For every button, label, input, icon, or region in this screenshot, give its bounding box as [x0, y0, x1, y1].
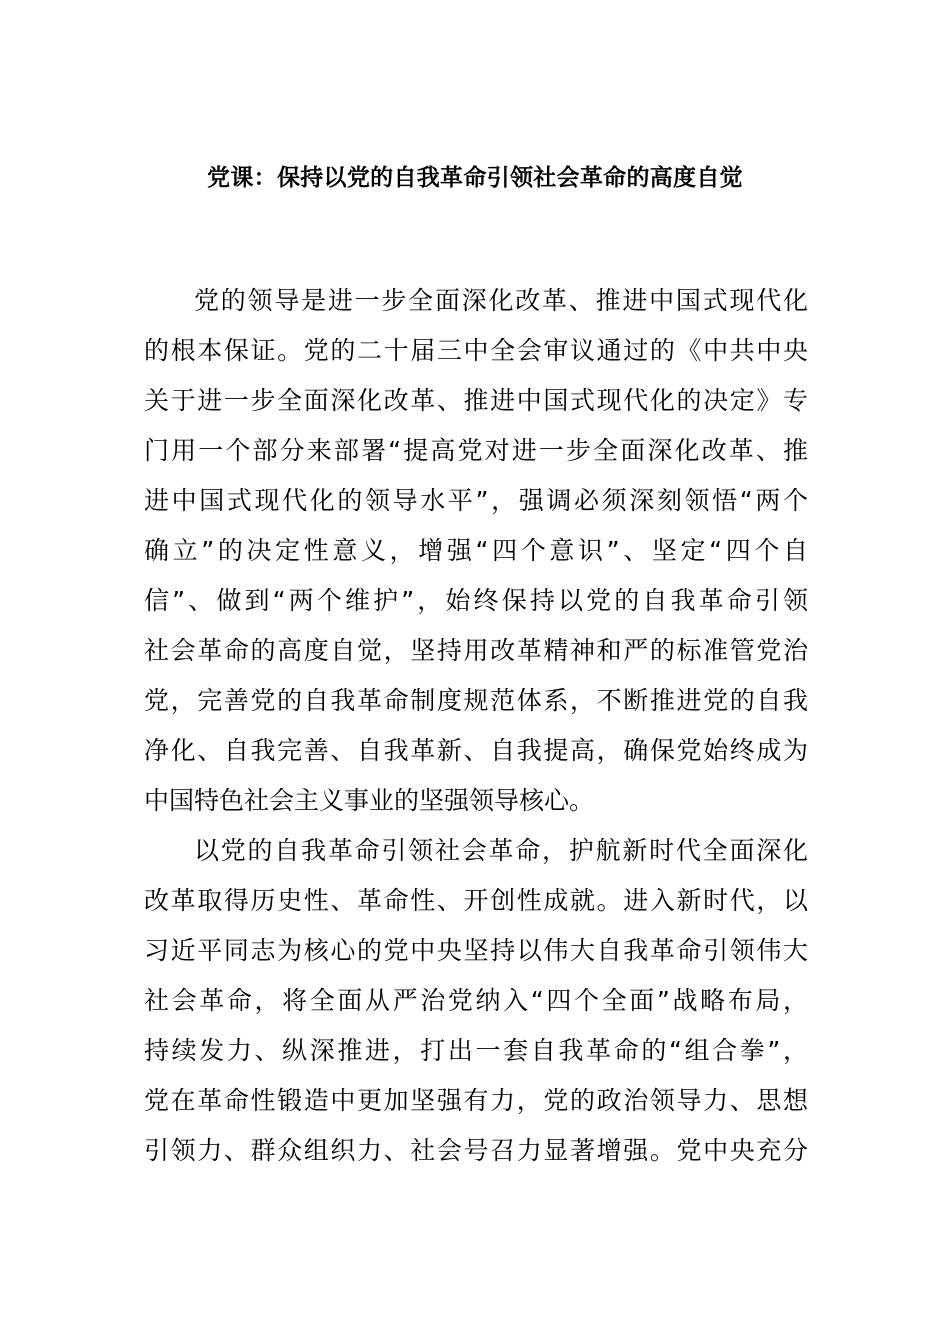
document-body	[144, 276, 808, 1176]
paragraph-2-line-3: 习近平同志为核心的党中央坚持以伟大自我革命引领伟大	[144, 936, 808, 965]
paragraph-1-line-3: 关于进一步全面深化改革、推进中国式现代化的决定》专	[144, 386, 808, 415]
paragraph-2-line-1: 以党的自我革命引领社会革命，护航新时代全面深化	[194, 836, 808, 865]
paragraph-2-line-2: 改革取得历史性、革命性、开创性成就。进入新时代，以	[144, 886, 808, 915]
document-title: 党课：保持以党的自我革命引领社会革命的高度自觉	[207, 165, 743, 191]
paragraph-1-line-7: 信”、做到“两个维护”，始终保持以党的自我革命引领	[144, 586, 808, 615]
paragraph-1-line-11: 中国特色社会主义事业的坚强领导核心。	[144, 786, 595, 815]
paragraph-1-line-5: 进中国式现代化的领导水平”，强调必须深刻领悟“两个	[144, 486, 808, 515]
paragraph-2-line-5: 持续发力、纵深推进，打出一套自我革命的“组合拳”，	[144, 1036, 808, 1065]
paragraph-1-line-2: 的根本保证。党的二十届三中全会审议通过的《中共中央	[144, 336, 808, 365]
paragraph-1-line-4: 门用一个部分来部署“提高党对进一步全面深化改革、推	[144, 436, 808, 465]
paragraph-2-line-7: 引领力、群众组织力、社会号召力显著增强。党中央充分	[144, 1136, 808, 1165]
paragraph-1-line-1: 党的领导是进一步全面深化改革、推进中国式现代化	[194, 286, 808, 315]
paragraph-1-line-6: 确立”的决定性意义，增强“四个意识”、坚定“四个自	[144, 536, 808, 565]
paragraph-1-line-10: 净化、自我完善、自我革新、自我提高，确保党始终成为	[144, 736, 808, 765]
paragraph-2-line-4: 社会革命，将全面从严治党纳入“四个全面”战略布局，	[144, 986, 808, 1015]
paragraph-2-line-6: 党在革命性锻造中更加坚强有力，党的政治领导力、思想	[144, 1086, 808, 1115]
paragraph-1-line-9: 党，完善党的自我革命制度规范体系，不断推进党的自我	[144, 686, 808, 715]
paragraph-1-line-8: 社会革命的高度自觉，坚持用改革精神和严的标准管党治	[144, 636, 808, 665]
